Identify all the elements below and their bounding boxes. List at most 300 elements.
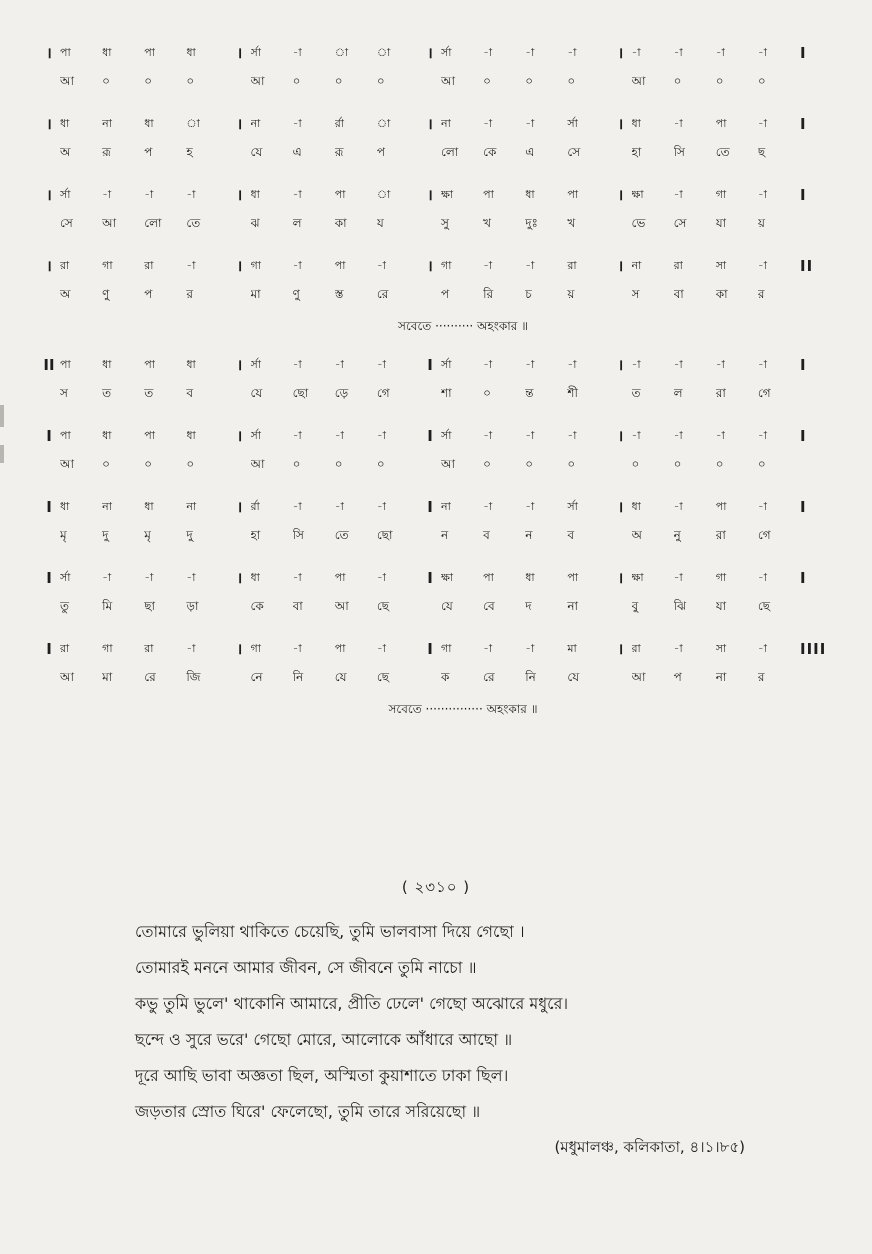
lyric-syllable: তে [715, 145, 730, 159]
lyric-row [38, 451, 828, 481]
barline: । [236, 427, 243, 445]
poem-line: দূরে আছি ভাবা অজ্ঞতা ছিল, অস্মিতা কুয়াশাতে ঢাকা ছিল। [135, 1066, 509, 1085]
swara-note: -া [525, 45, 535, 59]
swara-note: -া [483, 45, 493, 59]
lyric-syllable: মা [102, 670, 113, 684]
lyric-syllable: ন [525, 528, 533, 542]
swara-note: ধা [144, 116, 154, 130]
lyric-syllable: ০ [525, 457, 534, 471]
swara-note: া [334, 45, 349, 59]
barline: । [427, 115, 433, 133]
barline: । [617, 569, 624, 587]
lyric-syllable: শী [567, 386, 578, 400]
lyric-syllable: নু [673, 528, 681, 542]
lyric-syllable: কে [483, 145, 497, 159]
swara-note: -া [715, 45, 725, 59]
swara-note: ধা [631, 116, 641, 130]
lyric-syllable: ০ [334, 74, 343, 88]
lyric-syllable: যে [250, 145, 263, 159]
lyric-syllable: এ [525, 145, 535, 159]
swara-note: পা [715, 116, 727, 130]
lyric-syllable: মৃ [144, 528, 151, 542]
lyric-syllable: দুঃ [525, 216, 538, 230]
lyric-syllable: খ [483, 216, 492, 230]
barline: I [46, 640, 52, 658]
swara-note: -া [186, 641, 196, 655]
lyric-syllable: বু [631, 599, 639, 613]
lyric-syllable: রে [376, 287, 389, 301]
swara-note: রা [567, 258, 577, 272]
barline: IIII [800, 640, 827, 658]
lyric-syllable: আ [631, 670, 646, 684]
swara-note: না [250, 116, 261, 130]
swara-note: ধা [144, 499, 154, 513]
swara-note: -া [483, 499, 493, 513]
lyric-syllable: ছে [376, 599, 390, 613]
lyric-syllable: ব [186, 386, 194, 400]
lyric-syllable: য় [567, 287, 575, 301]
lyric-row [38, 68, 828, 98]
refrain-line: সবেতে ··············· অহংকার ॥ [388, 702, 538, 716]
barline: I [800, 115, 807, 133]
barline: I [800, 44, 807, 62]
swara-note: ধা [60, 116, 70, 130]
notation-row [38, 38, 828, 68]
refrain-line: সবেতে ·········· অহংকার ॥ [398, 319, 528, 333]
lyric-syllable: বা [292, 599, 303, 613]
swara-note: ধা [631, 499, 641, 513]
notation-block [38, 634, 828, 722]
barline: । [236, 356, 243, 374]
lyric-syllable: আ [250, 457, 265, 471]
lyric-syllable: ০ [715, 457, 724, 471]
lyric-syllable: ণু [102, 287, 110, 301]
swara-note: -া [757, 357, 767, 371]
lyric-syllable: যা [715, 599, 727, 613]
barline: । [236, 569, 243, 587]
swara-note: ধা [102, 357, 112, 371]
lyric-syllable: কে [250, 599, 264, 613]
lyric-syllable: সে [60, 216, 73, 230]
lyric-syllable: আ [60, 670, 74, 684]
swara-note: পা [60, 357, 71, 371]
barline: I [427, 356, 433, 374]
swara-note: র্রা [334, 116, 344, 130]
barline: । [46, 186, 52, 204]
lyric-row [38, 664, 828, 694]
barline: । [617, 427, 624, 445]
notation-row [38, 421, 828, 451]
swara-note: পা [334, 641, 346, 655]
poem-source: (মধুমালঞ্চ, কলিকাতা, ৪।১।৮৫) [554, 1138, 745, 1156]
lyric-syllable: নি [525, 670, 536, 684]
swara-note: -া [292, 258, 302, 272]
lyric-row [38, 593, 828, 623]
notation-row [38, 180, 828, 210]
lyric-syllable: লো [441, 145, 459, 159]
lyric-syllable: স্ত [334, 287, 344, 301]
lyric-syllable: আ [60, 74, 74, 88]
swara-note: না [186, 499, 197, 513]
barline: । [46, 115, 52, 133]
swara-note: ক্ষা [441, 187, 454, 201]
lyric-syllable: ০ [376, 74, 385, 88]
lyric-syllable: ০ [102, 457, 110, 471]
barline: I [46, 427, 52, 445]
poem-line: কভু তুমি ভুলে' থাকোনি আমারে, প্রীতি ঢেলে' গেছো অঝোরে মধুরে। [135, 994, 569, 1013]
swara-note: -া [673, 116, 683, 130]
lyric-syllable: রা [715, 386, 726, 400]
swara-note: -া [673, 357, 683, 371]
swara-note: র্সা [441, 357, 452, 371]
barline: । [236, 257, 243, 275]
lyric-syllable: যে [441, 599, 453, 613]
swara-note: ধা [186, 357, 196, 371]
swara-note: পা [483, 187, 494, 201]
swara-note: ধা [250, 187, 260, 201]
swara-note: রা [60, 258, 70, 272]
lyric-syllable: আ [334, 599, 349, 613]
swara-note: -া [292, 187, 302, 201]
lyric-syllable: লো [144, 216, 162, 230]
swara-note: -া [334, 357, 344, 371]
lyric-syllable: না [567, 599, 579, 613]
barline: । [236, 44, 243, 62]
lyric-syllable: ০ [483, 386, 491, 400]
swara-note: -া [757, 428, 767, 442]
lyric-syllable: রি [483, 287, 494, 301]
swara-note: -া [483, 357, 493, 371]
barline: I [427, 427, 433, 445]
swara-note: -া [631, 45, 641, 59]
swara-note: রা [673, 258, 683, 272]
barline: I [46, 569, 52, 587]
lyric-syllable: ড়ে [334, 386, 349, 400]
swara-note: পা [144, 45, 155, 59]
lyric-syllable: ছে [757, 599, 771, 613]
swara-note: পা [483, 570, 494, 584]
swara-note: গা [715, 187, 727, 201]
lyric-syllable: প [673, 670, 682, 684]
lyric-syllable: যে [250, 386, 263, 400]
swara-note: -া [292, 499, 302, 513]
lyric-syllable: ত [102, 386, 112, 400]
lyric-syllable: বে [483, 599, 495, 613]
swara-note: রা [631, 641, 641, 655]
lyric-syllable: প [144, 145, 153, 159]
swara-note: ধা [250, 570, 260, 584]
swara-note: -া [673, 428, 683, 442]
lyric-syllable: শা [441, 386, 452, 400]
barline: I [800, 427, 807, 445]
lyric-syllable: গে [757, 386, 771, 400]
swara-note: -া [186, 570, 196, 584]
lyric-syllable: ০ [292, 457, 301, 471]
swara-note: -া [673, 570, 683, 584]
lyric-syllable: গে [757, 528, 771, 542]
swara-note: -া [483, 428, 493, 442]
swara-note: -া [757, 641, 767, 655]
lyric-syllable: র [757, 287, 765, 301]
poem-line: তোমারে ভুলিয়া থাকিতে চেয়েছি, তুমি ভালবাসা দিয়ে গেছো । [135, 922, 525, 941]
swara-note: ধা [525, 187, 535, 201]
lyric-syllable: হা [250, 528, 261, 542]
lyric-syllable: র [757, 670, 765, 684]
lyric-syllable: নে [250, 670, 263, 684]
lyric-syllable: স [631, 287, 640, 301]
swara-note: -া [631, 428, 641, 442]
barline: । [236, 115, 243, 133]
lyric-syllable: ০ [631, 457, 640, 471]
lyric-syllable: মা [250, 287, 261, 301]
lyric-syllable: অ [631, 528, 642, 542]
lyric-syllable: ছে [376, 670, 390, 684]
lyric-syllable: সি [673, 145, 685, 159]
lyric-syllable: কা [715, 287, 728, 301]
swara-note: র্সা [567, 116, 578, 130]
swara-note: ধা [60, 499, 70, 513]
barline: । [236, 498, 243, 516]
lyric-syllable: রূ [334, 145, 344, 159]
lyric-syllable: প [144, 287, 153, 301]
notation-row [38, 251, 828, 281]
lyric-syllable: ব [567, 528, 575, 542]
barline: I [427, 569, 433, 587]
lyric-syllable: সি [292, 528, 304, 542]
barline: । [617, 44, 624, 62]
barline: । [46, 44, 52, 62]
lyric-syllable: এ [292, 145, 302, 159]
lyric-syllable: আ [441, 74, 455, 88]
notation-block [38, 38, 828, 98]
poem-text [135, 914, 745, 1161]
swara-note: -া [376, 570, 386, 584]
swara-note: -া [376, 641, 386, 655]
swara-note: া [376, 45, 391, 59]
swara-note: পা [567, 570, 579, 584]
lyric-syllable: ০ [525, 74, 534, 88]
lyric-syllable: য় [757, 216, 765, 230]
swara-note: ধা [525, 570, 535, 584]
lyric-syllable: দ [525, 599, 532, 613]
lyric-syllable: ছ [757, 145, 766, 159]
notation-block [38, 251, 828, 339]
lyric-syllable: ০ [673, 74, 682, 88]
notation-block [38, 563, 828, 623]
swara-note: -া [757, 499, 767, 513]
lyric-syllable: ঝ [250, 216, 260, 230]
lyric-syllable: প [376, 145, 386, 159]
lyric-syllable: স [60, 386, 68, 400]
swara-note: গা [102, 258, 113, 272]
swara-note: -া [376, 428, 386, 442]
notation-block [38, 492, 828, 552]
swara-note: গা [441, 258, 452, 272]
lyric-syllable: ০ [757, 74, 766, 88]
swara-note: না [102, 116, 112, 130]
lyric-syllable: ০ [186, 74, 195, 88]
swara-note: -া [186, 258, 196, 272]
swara-note: র্সা [250, 357, 261, 371]
lyric-syllable: গে [376, 386, 390, 400]
barline: । [617, 186, 624, 204]
swara-note: পা [334, 258, 346, 272]
swara-note: গা [715, 570, 727, 584]
swara-note: -া [376, 499, 386, 513]
swara-note: -া [292, 641, 302, 655]
barline: I [800, 186, 807, 204]
swara-note: র্সা [60, 187, 71, 201]
swara-note: -া [631, 357, 641, 371]
lyric-syllable: ক [441, 670, 450, 684]
barline: । [46, 257, 52, 275]
lyric-syllable: তু [60, 599, 70, 613]
swara-note: -া [292, 116, 302, 130]
lyric-syllable: য [376, 216, 384, 230]
lyric-syllable: ন্ত [525, 386, 534, 400]
swara-note: পা [334, 187, 346, 201]
notation-block [38, 180, 828, 240]
swara-note: না [102, 499, 112, 513]
swara-note: া [376, 187, 391, 201]
lyric-syllable: ০ [757, 457, 766, 471]
poem-line: জড়তার স্রোত ঘিরে' ফেলেছো, তুমি তারে সরিয়েছো ॥ [135, 1102, 481, 1121]
swara-note: র্রা [250, 499, 260, 513]
swara-note: গা [102, 641, 113, 655]
swara-note: গা [250, 641, 261, 655]
notation-row [38, 350, 828, 380]
poem-line: তোমারই মননে আমার জীবন, সে জীবনে তুমি নাচো ॥ [135, 958, 477, 977]
notation-row [38, 492, 828, 522]
lyric-syllable: যা [715, 216, 727, 230]
barline: । [617, 257, 624, 275]
lyric-syllable: রে [144, 670, 156, 684]
swara-note: -া [144, 570, 154, 584]
swara-note: পা [715, 499, 727, 513]
barline: I [427, 640, 433, 658]
swara-note: সা [715, 641, 727, 655]
swara-note: ক্ষা [631, 187, 644, 201]
swara-note: পা [567, 187, 579, 201]
lyric-syllable: রে [483, 670, 495, 684]
swara-note: -া [376, 357, 386, 371]
swara-note: -া [757, 116, 767, 130]
barline: । [427, 257, 433, 275]
swara-note: পা [144, 428, 155, 442]
lyric-syllable: আ [60, 457, 74, 471]
swara-note: পা [144, 357, 155, 371]
swara-note: -া [673, 45, 683, 59]
swara-note: -া [292, 45, 302, 59]
swara-note: -া [525, 258, 535, 272]
swara-note: রা [144, 258, 154, 272]
notation-row [38, 109, 828, 139]
swara-note: গা [441, 641, 452, 655]
swara-note: -া [334, 499, 344, 513]
swara-note: -া [673, 187, 683, 201]
lyric-syllable: ০ [334, 457, 343, 471]
swara-note: -া [715, 428, 725, 442]
swara-note: -া [567, 428, 577, 442]
swara-note: ধা [186, 428, 196, 442]
swara-note: -া [186, 187, 196, 201]
swara-note: মা [567, 641, 577, 655]
barline: । [617, 640, 624, 658]
lyric-syllable: ০ [483, 457, 491, 471]
swara-note: -া [292, 428, 302, 442]
swara-note: া [186, 116, 200, 130]
swara-note: -া [144, 187, 154, 201]
swara-note: না [441, 116, 451, 130]
lyric-syllable: ০ [144, 457, 153, 471]
poem-line: ছন্দে ও সুরে ভরে' গেছো মোরে, আলোকে আঁধারে আছো ॥ [135, 1030, 513, 1049]
lyric-row [38, 139, 828, 169]
lyric-syllable: নি [292, 670, 304, 684]
barline: I [800, 498, 807, 516]
swara-note: না [631, 258, 642, 272]
lyric-syllable: ল [673, 386, 683, 400]
swara-note: -া [567, 45, 577, 59]
swara-note: া [376, 116, 391, 130]
lyric-syllable: রূ [102, 145, 111, 159]
swara-note: -া [292, 357, 302, 371]
swara-note: -া [525, 641, 535, 655]
lyric-syllable: ল [292, 216, 302, 230]
notation-row [38, 634, 828, 664]
page-edge-mark [0, 405, 4, 427]
swara-note: র্সা [250, 428, 261, 442]
lyric-syllable: ন [441, 528, 449, 542]
lyric-syllable: ড়া [186, 599, 199, 613]
lyric-row [38, 522, 828, 552]
swara-note: না [441, 499, 451, 513]
notation-block [38, 350, 828, 410]
lyric-syllable: ছো [376, 528, 393, 542]
swara-note: -া [525, 357, 535, 371]
lyric-syllable: ০ [673, 457, 682, 471]
barline: I [800, 356, 807, 374]
swara-note: ক্ষা [631, 570, 644, 584]
swara-note: র্সা [441, 428, 452, 442]
lyric-syllable: ০ [715, 74, 724, 88]
swara-note: -া [483, 641, 493, 655]
swara-note: -া [483, 116, 493, 130]
swara-note: -া [376, 258, 386, 272]
swara-note: র্সা [60, 570, 71, 584]
lyric-syllable: খ [567, 216, 576, 230]
swara-note: -া [567, 357, 577, 371]
lyric-syllable: যে [567, 670, 580, 684]
swara-note: -া [715, 357, 725, 371]
lyric-syllable: প [441, 287, 450, 301]
lyric-row [38, 210, 828, 240]
lyric-syllable: ০ [102, 74, 110, 88]
lyric-syllable: তে [186, 216, 201, 230]
lyric-syllable: র [186, 287, 193, 301]
barline: I [427, 498, 433, 516]
lyric-syllable: আ [631, 74, 646, 88]
swara-note: পা [60, 45, 71, 59]
swara-note: -া [757, 570, 767, 584]
swara-note: -া [525, 116, 535, 130]
notation-block [38, 421, 828, 481]
lyric-syllable: আ [102, 216, 117, 230]
lyric-syllable: ত [631, 386, 641, 400]
swara-note: ক্ষা [441, 570, 454, 584]
lyric-syllable: অ [60, 145, 71, 159]
lyric-syllable: মৃ [60, 528, 67, 542]
barline: । [617, 356, 624, 374]
